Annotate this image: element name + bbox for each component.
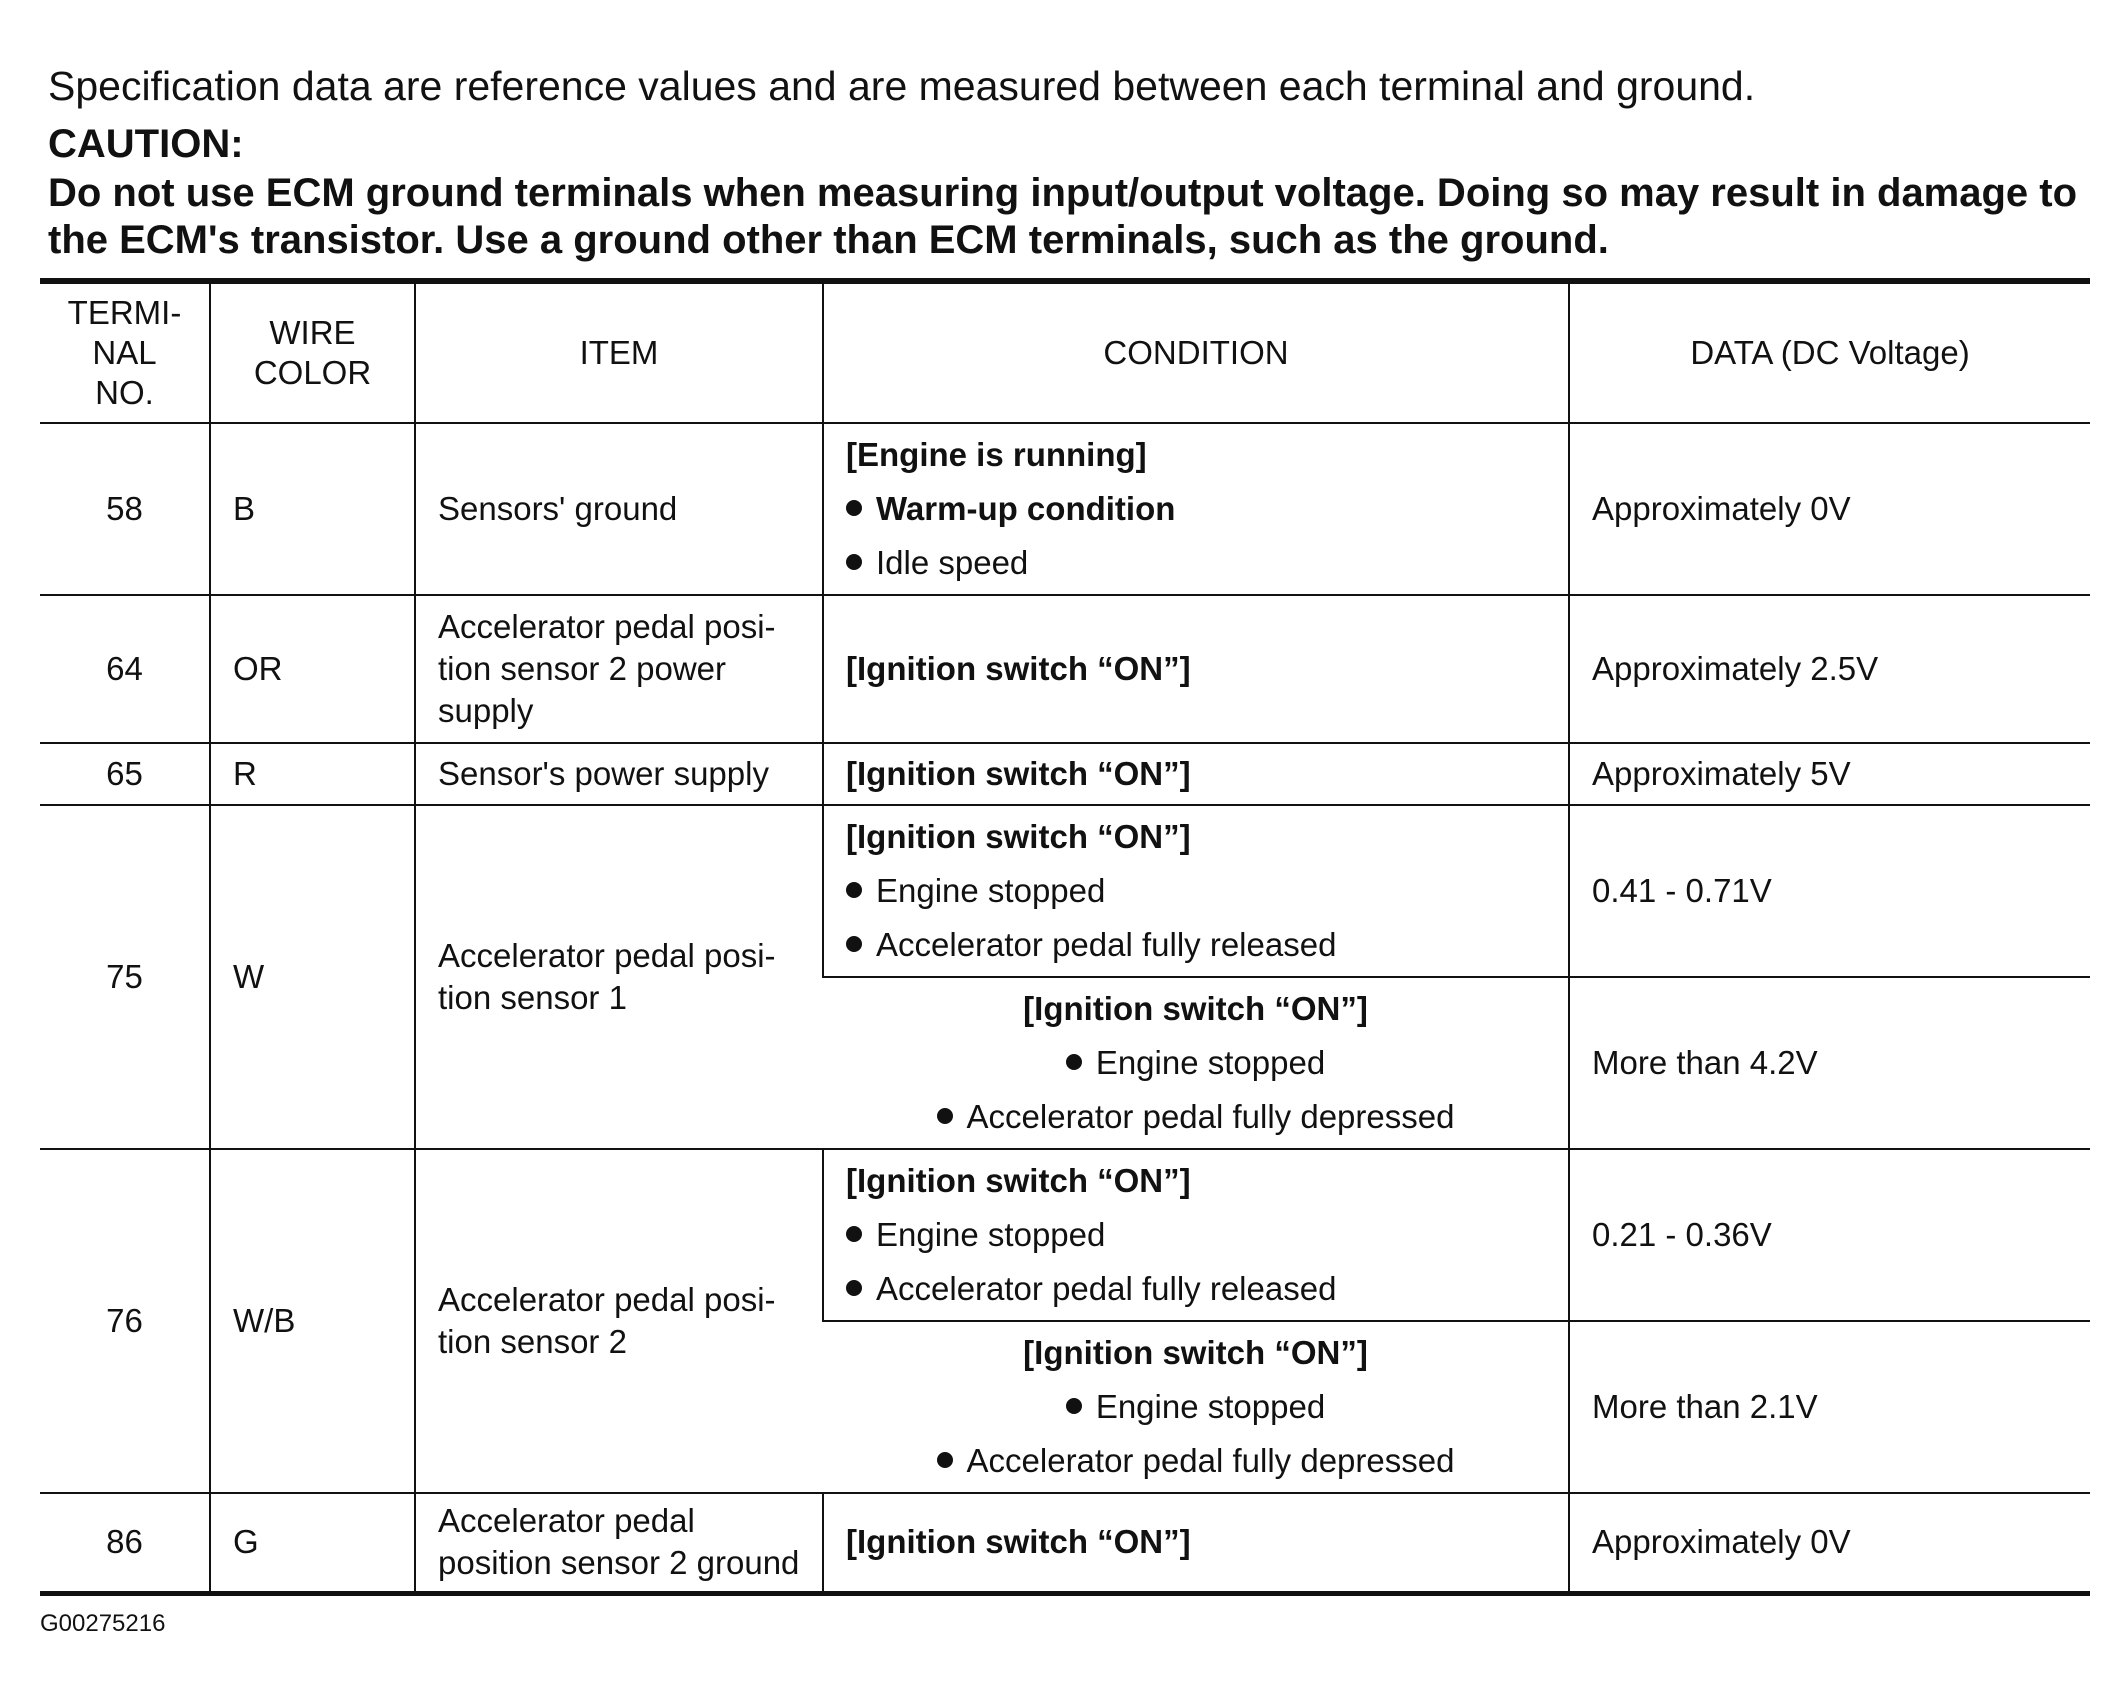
intro-text: Specification data are reference values and are measured between each terminal and ground.: [48, 63, 1756, 109]
item-cell: Sensor's power supply: [415, 743, 823, 805]
item-cell: Sensors' ground: [415, 423, 823, 595]
data-cell: 0.21 - 0.36V: [1569, 1149, 2090, 1321]
wire-color-cell: W/B: [210, 1149, 415, 1493]
condition-heading: [Ignition switch “ON”]: [846, 650, 1191, 687]
bullet-icon: [846, 554, 862, 570]
data-cell: Approximately 0V: [1569, 423, 2090, 595]
data-cell: 0.41 - 0.71V: [1569, 805, 2090, 977]
header-item: ITEM: [415, 281, 823, 423]
item-cell: Accelerator pedal position sensor 2 ground: [415, 1493, 823, 1593]
bullet-icon: [937, 1452, 953, 1468]
table-header-row: [40, 281, 2090, 423]
condition-bullet: Engine stopped: [846, 864, 1546, 918]
condition-heading: [Ignition switch “ON”]: [1023, 990, 1368, 1027]
condition-bullet: Engine stopped: [829, 1380, 1562, 1434]
caution-text: Do not use ECM ground terminals when measuring input/output voltage. Doing so may result in damage to the ECM's transistor. Use a ground other than ECM terminals, such as the ground.: [48, 171, 2078, 262]
item-cell: Accelerator pedal posi- tion sensor 2: [415, 1149, 823, 1493]
terminal-cell: 86: [40, 1493, 210, 1593]
condition-bullet: Idle speed: [846, 536, 1546, 590]
terminal-spec-table: [40, 278, 2090, 1596]
condition-heading: [Ignition switch “ON”]: [846, 755, 1191, 792]
condition-heading: [Engine is running]: [846, 436, 1147, 473]
table-row: [40, 805, 2090, 977]
condition-cell: [823, 977, 1569, 1149]
data-cell: Approximately 0V: [1569, 1493, 2090, 1593]
bullet-icon: [846, 1280, 862, 1296]
wire-color-cell: W: [210, 805, 415, 1149]
bullet-icon: [846, 500, 862, 516]
condition-cell: [823, 1321, 1569, 1493]
header-terminal-no: TERMI- NAL NO.: [40, 281, 210, 423]
data-cell: Approximately 5V: [1569, 743, 2090, 805]
bullet-icon: [1066, 1054, 1082, 1070]
item-cell: Accelerator pedal posi- tion sensor 2 power supply: [415, 595, 823, 743]
bullet-icon: [846, 882, 862, 898]
table-row: [40, 423, 2090, 595]
table-row: [40, 743, 2090, 805]
bullet-icon: [846, 936, 862, 952]
figure-code: G00275216: [40, 1609, 166, 1637]
caution-heading: CAUTION:: [48, 122, 244, 166]
condition-heading: [Ignition switch “ON”]: [1023, 1334, 1368, 1371]
condition-cell: [823, 423, 1569, 595]
header-data: DATA (DC Voltage): [1569, 281, 2090, 423]
terminal-cell: 75: [40, 805, 210, 1149]
terminal-cell: 76: [40, 1149, 210, 1493]
condition-cell: [823, 1493, 1569, 1593]
condition-bullet: Warm-up condition: [846, 482, 1546, 536]
wire-color-cell: OR: [210, 595, 415, 743]
terminal-cell: 58: [40, 423, 210, 595]
bullet-icon: [846, 1226, 862, 1242]
data-cell: More than 4.2V: [1569, 977, 2090, 1149]
condition-cell: [823, 743, 1569, 805]
condition-heading: [Ignition switch “ON”]: [846, 1523, 1191, 1561]
data-cell: More than 2.1V: [1569, 1321, 2090, 1493]
document-page: [40, 60, 2090, 1638]
condition-heading: [Ignition switch “ON”]: [846, 818, 1191, 855]
condition-heading: [Ignition switch “ON”]: [846, 1162, 1191, 1199]
bullet-icon: [937, 1108, 953, 1124]
bullet-icon: [1066, 1398, 1082, 1414]
condition-bullet: Engine stopped: [846, 1208, 1546, 1262]
terminal-cell: 65: [40, 743, 210, 805]
wire-color-cell: G: [210, 1493, 415, 1593]
condition-bullet: Accelerator pedal fully released: [846, 918, 1546, 972]
condition-bullet: Accelerator pedal fully depressed: [829, 1090, 1562, 1144]
data-cell: Approximately 2.5V: [1569, 595, 2090, 743]
table-row: [40, 1149, 2090, 1321]
wire-color-cell: R: [210, 743, 415, 805]
condition-bullet: Accelerator pedal fully depressed: [829, 1434, 1562, 1488]
table-row: [40, 595, 2090, 743]
wire-color-cell: B: [210, 423, 415, 595]
condition-bullet: Accelerator pedal fully released: [846, 1262, 1546, 1316]
condition-cell: [823, 1149, 1569, 1321]
condition-cell: [823, 805, 1569, 977]
header-wire-color: WIRE COLOR: [210, 281, 415, 423]
condition-cell: [823, 595, 1569, 743]
terminal-cell: 64: [40, 595, 210, 743]
header-condition: CONDITION: [823, 281, 1569, 423]
item-cell: Accelerator pedal posi- tion sensor 1: [415, 805, 823, 1149]
condition-bullet: Engine stopped: [829, 1036, 1562, 1090]
table-row: [40, 1493, 2090, 1593]
